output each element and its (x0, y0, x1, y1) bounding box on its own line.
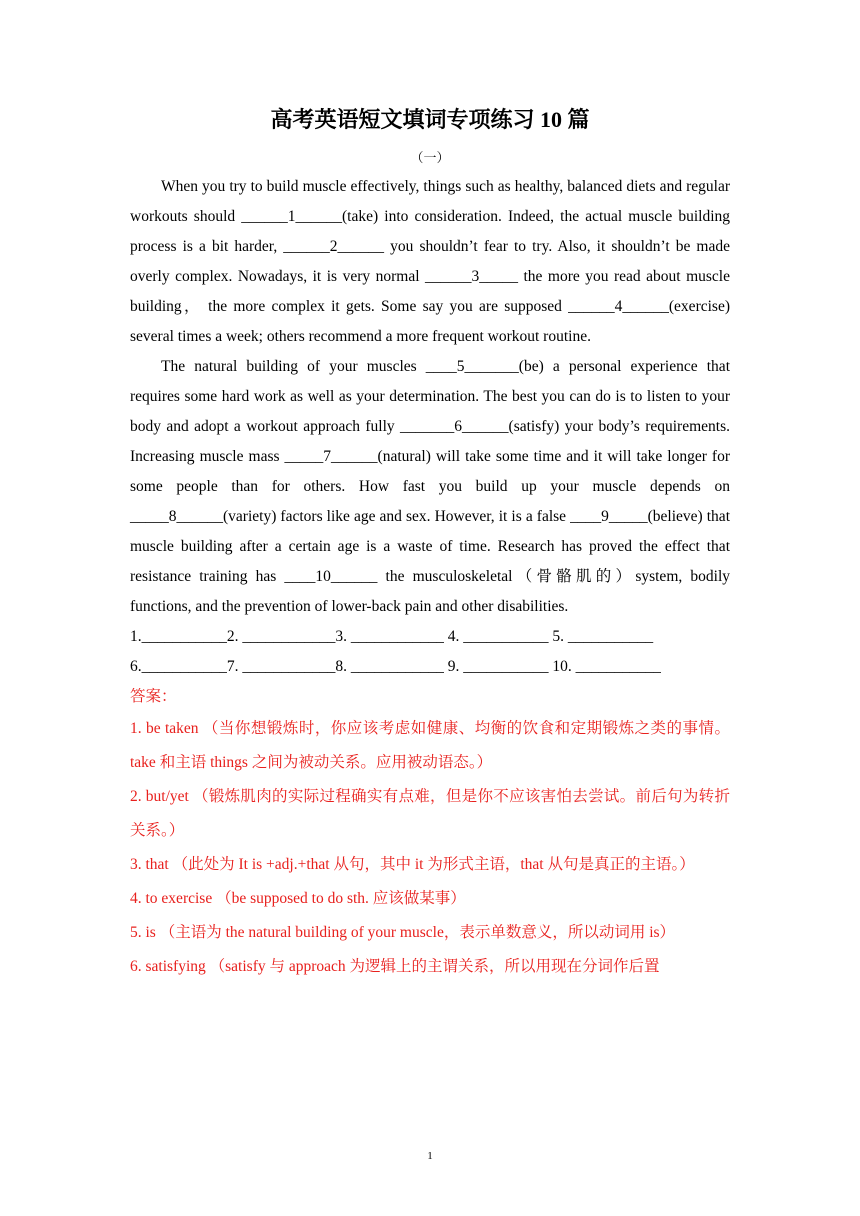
answer-item-6: 6. satisfying （satisfy 与 approach 为逻辑上的主谓关系，所以用现在分词作后置 (130, 958, 660, 975)
answer-key-heading: 答案： (130, 688, 177, 705)
page-number: 1 (427, 1150, 433, 1162)
answer-item-3: 3. that （此处为 It is +adj.+that 从句，其中 it 为形式主语，that 从句是真正的主语。） (130, 856, 695, 873)
answer-blanks-row-2: 6.___________7. ____________8. ____________ 9. ___________ 10. ___________ (130, 658, 661, 675)
page-title: 高考英语短文填词专项练习 10 篇 (270, 107, 590, 132)
answer-item-4: 4. to exercise （be supposed to do sth. 应该做某事） (130, 890, 466, 907)
answer-item-2: 2. but/yet （锻炼肌肉的实际过程确实有点难，但是你不应该害怕去尝试。前后句为转折关系。） (130, 788, 730, 839)
passage-paragraph-1: When you try to build muscle effectively, things such as healthy, balanced diets and regular workouts should ______1______(take) into consideration. Indeed, the actual muscle building process is a bit harder, ______2______ you shouldn’t fear to try. Also, it shouldn’t be made overly complex. Nowadays, it is very normal ______3_____ the more you read about muscle building， the more complex it gets. Some say you are supposed ______4______(exercise) several times a week; others recommend a more frequent workout routine. (130, 178, 730, 345)
document-body (130, 104, 730, 984)
section-number: （一） (410, 150, 450, 165)
answer-blanks-row-1: 1.___________2. ____________3. ____________ 4. ___________ 5. ___________ (130, 628, 654, 645)
passage-paragraph-2: The natural building of your muscles ____5_______(be) a personal experience that requires some hard work as well as your determination. The best you can do is to listen to your body and adopt a workout approach fully _______6______(satisfy) your body’s requirements. Increasing muscle mass _____7______(natural) will take some time and it will take longer for some people than for others. How fast you build up your muscle depends on _____8______(variety) factors like age and sex. However, it is a false ____9_____(believe) that muscle building after a certain age is a waste of time. Research has proved the effect that resistance training has ____10______ the musculoskeletal（骨骼肌的）system, bodily functions, and the prevention of lower-back pain and other disabilities. (130, 358, 730, 615)
answer-item-1: 1. be taken （当你想锻炼时，你应该考虑如健康、均衡的饮食和定期锻炼之类的事情。take 和主语 things 之间为被动关系。应用被动语态。） (130, 720, 730, 771)
answer-item-5: 5. is （主语为 the natural building of your muscle，表示单数意义，所以动词用 is） (130, 924, 676, 941)
answer-key (130, 682, 730, 984)
